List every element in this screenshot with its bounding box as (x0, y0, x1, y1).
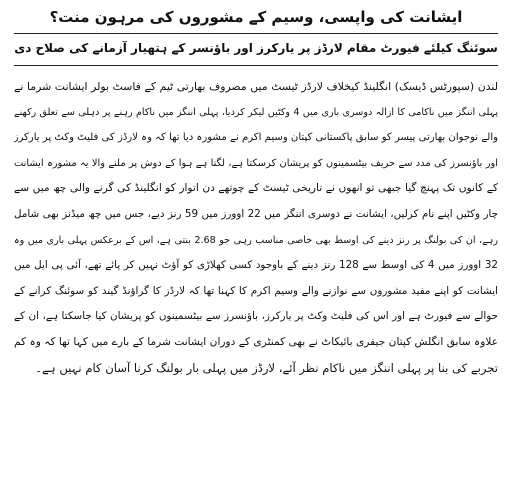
headline-divider (14, 33, 498, 34)
body-line: لندن (سپورٹس ڈیسک) انگلینڈ کیخلاف لارڈز ٹیسٹ میں مصروف بھارتی ٹیم کے فاسٹ بولر ایشانت شرما نے (14, 80, 498, 93)
article-subheadline: سوئنگ کیلئے فیورٹ مقام لارڈز پر یارکرز اور باؤنسر کے ہتھیار آزمانے کی صلاح دی (14, 41, 498, 55)
body-line: ایشانت کو اپنے مفید مشوروں سے نوازنے والے وسیم اکرم کا کہنا تھا کہ لارڈز کا گراؤنڈ گیند کو سوئنگ کرانے کے (14, 284, 498, 297)
article-body (14, 74, 498, 381)
body-line: حوالے سے فیورٹ ہے اور اس کی فلیٹ وکٹ پر یارکرز، باؤنسرز سے بیٹسمینوں کو پریشان کیا جاسکتا ہے، ان کے (14, 310, 498, 323)
body-line: کے کانوں تک پہنچ گیا جبھی تو انھوں نے تاریخی ٹیسٹ کے چوتھے دن اتوار کو انگلینڈ کی گرنے والی چھ میں سے (14, 182, 498, 195)
body-line: والے نوجوان بھارتی پیسر کو سابق پاکستانی کپتان وسیم اکرم نے مشورہ دیا تھا کہ وہ لارڈز کی فلیٹ وکٹ پر یارکرز (14, 132, 498, 144)
body-line: رہے، ان کی بولنگ پر رنز دینے کی اوسط بھی خاصی مناسب رہی جو 2.68 بنتی ہے، اس کے برعکس پہلی باری میں وہ (14, 234, 498, 246)
body-line: پہلی اننگز میں ناکامی کا ازالہ دوسری باری میں 4 وکٹیں لیکر کردیا، پہلی اننگز میں ناکام رہنے پر دہلی سے تعلق رکھنے (14, 106, 498, 118)
subheadline-divider (14, 65, 498, 66)
body-line: چار وکٹیں اپنے نام کرلیں، ایشانت نے دوسری اننگز میں 22 اوورز میں 59 رنز دیے، جس میں چھ میڈنز بھی شامل (14, 207, 498, 220)
article-headline: ایشانت کی واپسی، وسیم کے مشوروں کی مرہون منت؟ (49, 8, 463, 26)
body-line: علاوہ سابق انگلش کپتان جیفری بائیکاٹ نے بھی کمنٹری کے دوران ایشانت شرما کے بارے میں کہا تھا کہ وہ کم (14, 335, 498, 348)
body-line: اور باؤنسرز کی مدد سے حریف بیٹسمینوں کو پریشان کرسکتا ہے، لگتا ہے ہوا کے دوش پر ملنے والا یہ مشورہ ایشانت (14, 157, 498, 169)
body-line: 32 اوورز میں 4 کی اوسط سے 128 رنز دینے کے باوجود کسی کھلاڑی کو آؤٹ نہیں کر پائے تھے، آئی پی ایل میں (14, 259, 498, 272)
body-line-last: تجربے کی بنا پر پہلی اننگز میں ناکام نظر آئے، لارڈز میں پہلی بار بولنگ کرنا آسان کام نہیں ہے۔ (35, 360, 498, 375)
